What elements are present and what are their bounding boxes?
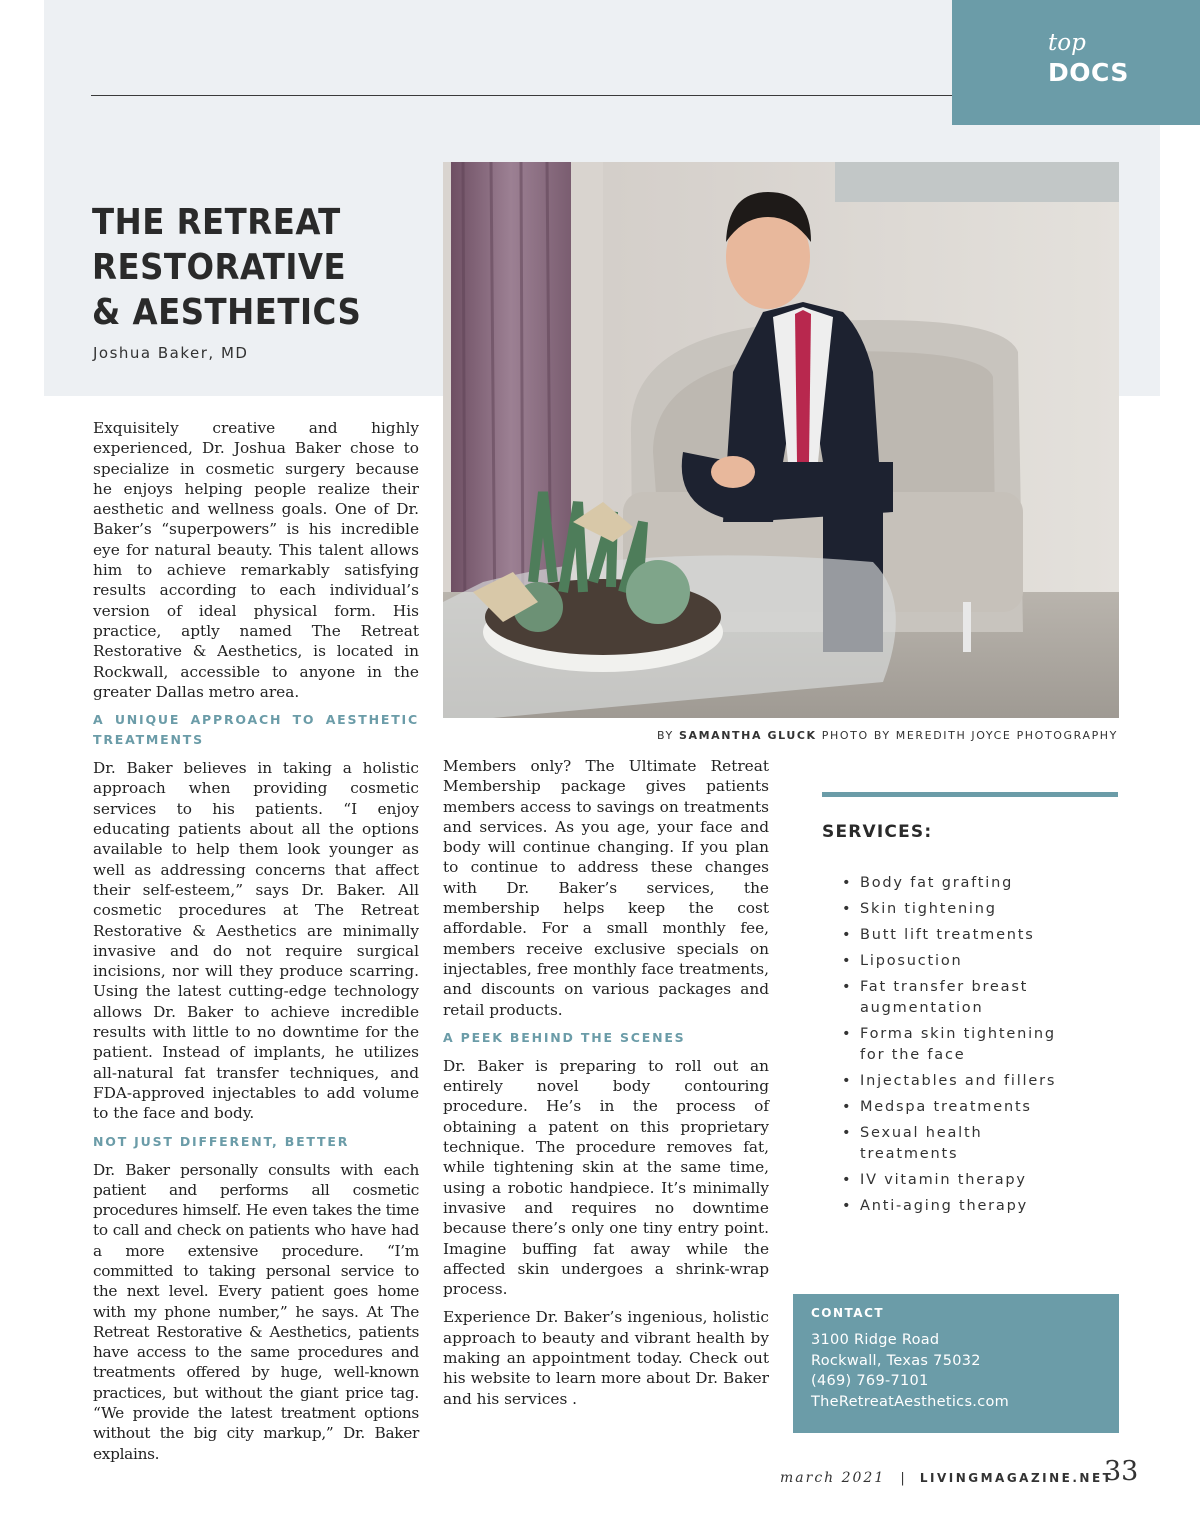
paragraph-personal-consult: Dr. Baker personally consults with each patient and performs all cosmetic procedures himself. He even takes the time to call and check on patients who have had a more extensive procedure. “I’m committed to taking personal service to the next level. Every patient goes home with my phone number,” he says. At The Retreat Restorative & Aesthetics, patients have access to the same procedures and treatments offered by huge, well-known practices, but without the giant price tag. “We provide the latest treatment options without the big city markup,” Dr. Baker explains. bbox=[93, 1160, 419, 1463]
contact-address-line-2: Rockwall, Texas 75032 bbox=[811, 1352, 981, 1369]
title-line-1: THE RETREAT bbox=[92, 202, 341, 243]
credit-by: BY bbox=[656, 729, 674, 742]
service-item: • Body fat grafting bbox=[842, 873, 1082, 894]
doctor-photo bbox=[443, 162, 1119, 718]
service-item: • Forma skin tightening for the face bbox=[842, 1024, 1082, 1066]
contact-website: TheRetreatAesthetics.com bbox=[811, 1393, 1010, 1410]
paragraph-holistic: Dr. Baker believes in taking a holistic approach when providing cosmetic services to his patients. “I enjoy educating patients about all the options available to help them look younger as well as addressing concerns that affect their self-esteem,” says Dr. Baker. All cosmetic procedures at The Retreat Restorative & Aesthetics are minimally invasive and do not require surgical incisions, nor will they produce scarring. Using the latest cutting-edge technology allows Dr. Baker to achieve incredible results with little to no downtime for the patient. Instead of implants, he utilizes all-natural fat transfer techniques, and FDA-approved injectables to add volume to the face and body. bbox=[93, 759, 419, 1123]
article-column-2 bbox=[443, 756, 769, 1417]
service-item: • IV vitamin therapy bbox=[842, 1170, 1082, 1191]
paragraph-body-contouring: Dr. Baker is preparing to roll out an entirely novel body contouring procedure. He’s in the process of obtaining a patent on this proprietary technique. The procedure removes fat, while tightening skin at the same time, using a robotic handpiece. It’s minimally invasive and requires no downtime because there’s only one tiny entry point. Imagine buffing fat away while the affected skin undergoes a shrink-wrap process. bbox=[443, 1056, 769, 1299]
service-item: • Medspa treatments bbox=[842, 1097, 1082, 1118]
byline: Joshua Baker, MD bbox=[93, 344, 249, 362]
page-number: 33 bbox=[1104, 1456, 1139, 1487]
service-item: • Anti-aging therapy bbox=[842, 1196, 1082, 1217]
contact-label: CONTACT bbox=[811, 1306, 885, 1320]
footer-site: LIVINGMAGAZINE.NET bbox=[919, 1471, 1114, 1485]
paragraph-membership: Members only? The Ultimate Retreat Membership package gives patients members access to savings on treatments and services. As you age, your face and body will continue changing. If you plan to continue to address these changes with Dr. Baker’s services, the membership helps keep the cost affordable. For a small monthly fee, members receive exclusive specials on injectables, free monthly face treatments, and discounts on various packages and retail products. bbox=[443, 757, 769, 1019]
subhead-not-just-different: NOT JUST DIFFERENT, BETTER bbox=[93, 1133, 350, 1149]
credit-photo: PHOTO BY MEREDITH JOYCE PHOTOGRAPHY bbox=[821, 729, 1118, 742]
services-list bbox=[842, 873, 1082, 1222]
photo-credit bbox=[657, 729, 1118, 742]
services-rule bbox=[822, 792, 1118, 797]
subhead-behind-scenes: A PEEK BEHIND THE SCENES bbox=[443, 1029, 686, 1045]
footer-separator: | bbox=[900, 1471, 905, 1486]
contact-address-line-1: 3100 Ridge Road bbox=[811, 1332, 940, 1348]
service-item: • Liposuction bbox=[842, 951, 1082, 972]
title-line-3: & AESTHETICS bbox=[92, 292, 362, 333]
article-column-1 bbox=[93, 418, 419, 1472]
section-tab-docs: DOCS bbox=[1048, 58, 1129, 87]
service-item: • Fat transfer breast augmentation bbox=[842, 977, 1082, 1019]
title-line-2: RESTORATIVE bbox=[92, 247, 347, 288]
service-item: • Sexual health treatments bbox=[842, 1123, 1082, 1165]
paragraph-closing: Experience Dr. Baker’s ingenious, holistic approach to beauty and vibrant health by making an appointment today. Check out his website to learn more about Dr. Baker and his services . bbox=[443, 1308, 769, 1408]
services-title: SERVICES: bbox=[822, 822, 933, 842]
contact-box bbox=[793, 1294, 1119, 1433]
service-item: • Injectables and fillers bbox=[842, 1071, 1082, 1092]
subhead-unique-approach: A UNIQUE APPROACH TO AESTHETIC TREATMENTS bbox=[93, 712, 419, 748]
service-item: • Butt lift treatments bbox=[842, 925, 1082, 946]
credit-author: SAMANTHA GLUCK bbox=[678, 729, 817, 742]
service-item: • Skin tightening bbox=[842, 899, 1082, 920]
footer-issue: march 2021 bbox=[780, 1470, 886, 1486]
header-rule bbox=[91, 95, 952, 96]
section-tab-top: top bbox=[1048, 30, 1086, 56]
contact-phone: (469) 769-7101 bbox=[811, 1373, 929, 1389]
article-title bbox=[92, 200, 442, 335]
page-footer bbox=[780, 1467, 1113, 1486]
intro-paragraph: Exquisitely creative and highly experienced, Dr. Joshua Baker chose to specialize in cosmetic surgery because he enjoys helping people realize their aesthetic and wellness goals. One of Dr. Baker’s “superpowers” is his incredible eye for natural beauty. This talent allows him to achieve remarkably satisfying results according to each individual’s version of ideal physical form. His practice, aptly named The Retreat Restorative & Aesthetics, is located in Rockwall, accessible to anyone in the greater Dallas metro area. bbox=[93, 419, 419, 701]
